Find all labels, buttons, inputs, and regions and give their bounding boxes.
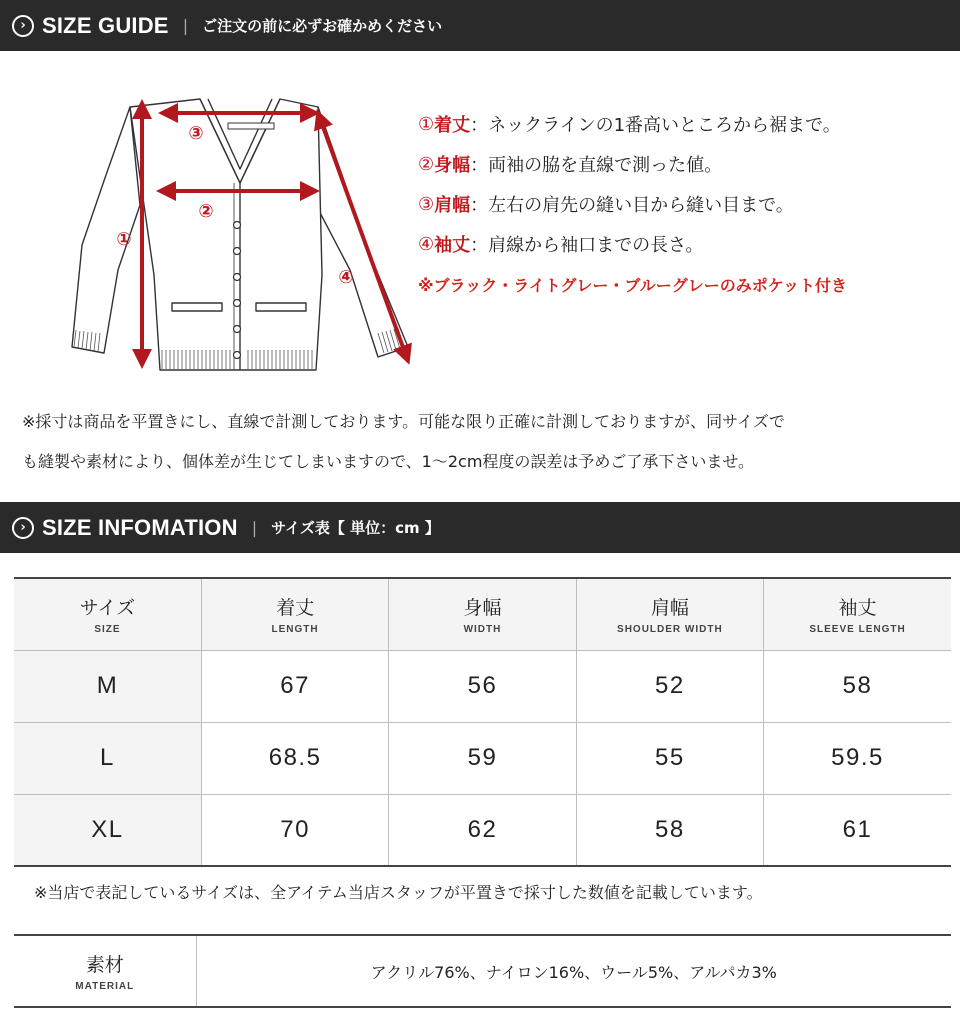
value-cell: 62 [389, 794, 576, 866]
material-label: 素材 MATERIAL [14, 935, 196, 1007]
legend-row: ② 身幅 ：両袖の脇を直線で測った値。 [418, 153, 723, 176]
value-cell: 59 [389, 722, 576, 794]
table-row [14, 794, 951, 866]
pocket-note: ※ブラック・ライトグレー・ブルーグレーのみポケット付き [418, 275, 847, 295]
cardigan-diagram [60, 85, 420, 385]
size-table [14, 577, 951, 867]
marker-2: ② [198, 201, 214, 222]
value-cell: 68.5 [201, 722, 388, 794]
size-cell: L [14, 722, 201, 794]
header-width: 身幅 WIDTH [389, 578, 576, 650]
header-sleeve-length: 袖丈 SLEEVE LENGTH [764, 578, 951, 650]
marker-4: ④ [338, 267, 354, 288]
header-size: サイズ SIZE [14, 578, 201, 650]
sleeve-arrow [318, 113, 408, 361]
measurement-legend [418, 104, 847, 304]
value-cell: 55 [576, 722, 763, 794]
divider: | [251, 518, 258, 537]
material-row [14, 935, 951, 1007]
size-info-header [0, 502, 960, 553]
header-shoulder-width: 肩幅 SHOULDER WIDTH [576, 578, 763, 650]
size-info-subtitle: サイズ表【 単位：cm 】 [271, 519, 440, 537]
size-info-title: SIZE INFOMATION [42, 514, 238, 540]
size-guide-subtitle: ご注文の前に必ずお確かめください [202, 17, 443, 35]
material-table [14, 934, 951, 1008]
value-cell: 59.5 [764, 722, 951, 794]
table-row [14, 650, 951, 722]
value-cell: 61 [764, 794, 951, 866]
marker-1: ① [116, 229, 132, 250]
value-cell: 56 [389, 650, 576, 722]
table-row [14, 722, 951, 794]
value-cell: 58 [764, 650, 951, 722]
table-header-row [14, 578, 951, 650]
size-cell: M [14, 650, 201, 722]
value-cell: 58 [576, 794, 763, 866]
size-cell: XL [14, 794, 201, 866]
legend-row: ④ 袖丈 ：肩線から袖口までの長さ。 [418, 233, 704, 256]
value-cell: 52 [576, 650, 763, 722]
size-guide-header [0, 0, 960, 51]
size-guide-title: SIZE GUIDE [42, 12, 169, 38]
value-cell: 70 [201, 794, 388, 866]
material-value: アクリル76%、ナイロン16%、ウール5%、アルパカ3% [196, 935, 951, 1007]
divider: | [182, 16, 189, 35]
legend-row: ① 着丈 ：ネックラインの1番高いところから裾まで。 [418, 113, 841, 136]
size-table-note: ※当店で表記しているサイズは、全アイテム当店スタッフが平置きで採寸した数値を記載しています。 [34, 883, 763, 902]
value-cell: 67 [201, 650, 388, 722]
measurement-note: ※採寸は商品を平置きにし、直線で計測しております。可能な限り正確に計測しておりますが、同サイズで も縫製や素材により、個体差が生じてしまいますので、1〜2cm程度の誤差は予めご了承下さいませ。 [22, 412, 785, 471]
legend-row: ③ 肩幅 ：左右の肩先の縫い目から縫い目まで。 [418, 193, 794, 216]
chevron-right-icon: › [12, 517, 34, 539]
header-length: 着丈 LENGTH [201, 578, 388, 650]
marker-3: ③ [188, 123, 204, 144]
chevron-right-icon: › [12, 15, 34, 37]
